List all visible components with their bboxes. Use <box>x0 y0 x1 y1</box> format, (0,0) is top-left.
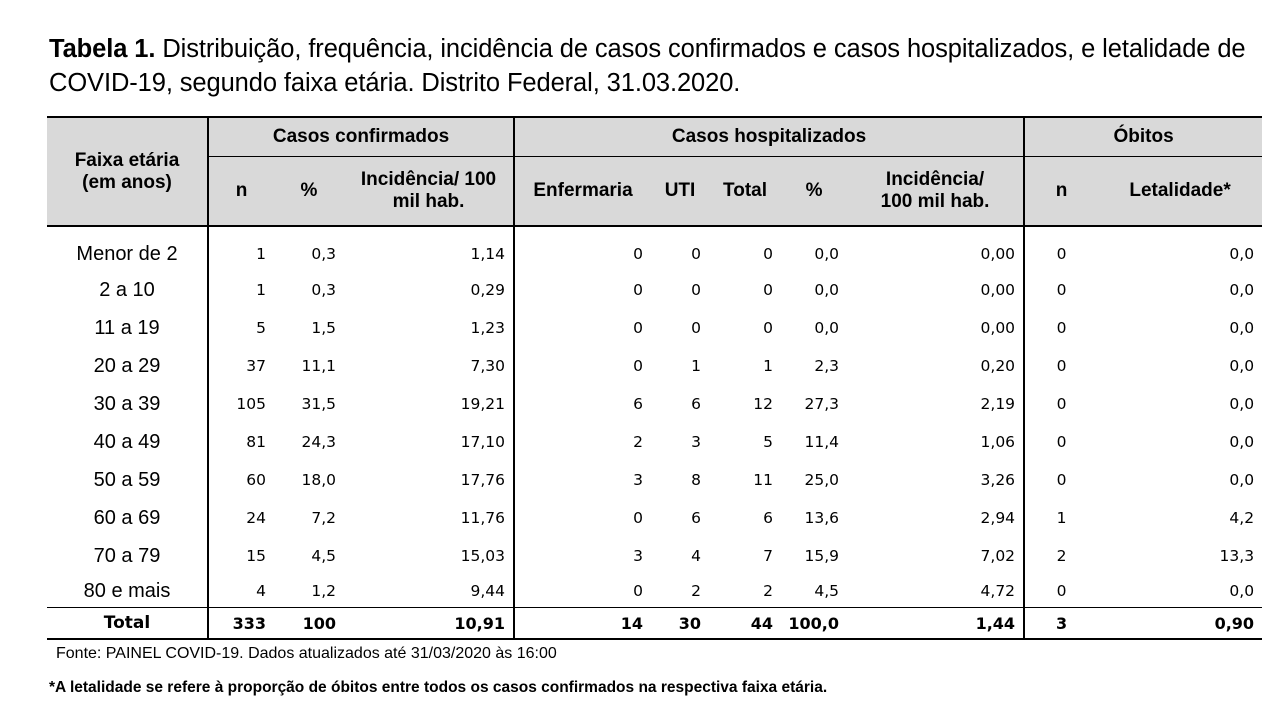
cell-age: 50 a 59 <box>93 468 161 491</box>
cell-deaths-n: 0 <box>1024 347 1098 385</box>
header-conf-pct: % <box>274 157 344 227</box>
cell-conf-n: 60 <box>208 461 274 499</box>
cell-hosp-incidence: 0,00 <box>980 281 1016 299</box>
cell-hosp-incidence: 0,00 <box>980 319 1016 337</box>
cell-hosp-icu: 0 <box>691 245 702 263</box>
cell-hosp-total: 11 <box>753 471 774 489</box>
cell-conf-pct: 11,1 <box>301 357 336 375</box>
header-hosp-pct: % <box>781 157 847 227</box>
table-row <box>47 385 1262 423</box>
cell-conf-n: 333 <box>208 608 274 640</box>
cell-hosp-incidence: 4,72 <box>847 575 1024 608</box>
cell-age: 30 a 39 <box>93 392 161 415</box>
cell-hosp-total: 6 <box>763 509 774 527</box>
cell-lethality: 0,0 <box>1229 245 1255 263</box>
cell-conf-incidence: 1,23 <box>470 319 506 337</box>
table-title-prefix: Tabela 1. <box>49 35 156 63</box>
cell-deaths-n: 0 <box>1024 226 1098 271</box>
table-row <box>47 309 1262 347</box>
table-body <box>47 226 1262 608</box>
footnote: *A letalidade se refere à proporção de óbitos entre todos os casos confirmados na respectiva faixa etária. <box>49 679 828 696</box>
cell-hosp-total: 12 <box>753 395 774 413</box>
cell-hosp-icu: 2 <box>651 575 709 608</box>
cell-hosp-total: 0 <box>763 245 774 263</box>
cell-hosp-ward: 14 <box>514 608 651 640</box>
cell-conf-pct: 4,5 <box>311 547 336 565</box>
cell-hosp-ward: 3 <box>514 537 651 575</box>
cell-hosp-total: 2 <box>709 575 781 608</box>
cell-age: 80 e mais <box>47 575 208 608</box>
cell-deaths-n: 0 <box>1024 385 1098 423</box>
table-row <box>47 226 1262 271</box>
header-hosp-incidence: Incidência/ 100 mil hab. <box>847 157 1024 227</box>
source-note: Fonte: PAINEL COVID-19. Dados atualizados até 31/03/2020 às 16:00 <box>56 645 557 662</box>
header-hosp-ward: Enfermaria <box>514 157 651 227</box>
cell-conf-n: 1 <box>208 271 274 309</box>
cell-hosp-incidence: 3,26 <box>980 471 1016 489</box>
header-age-group: Faixa etária (em anos) <box>47 117 208 226</box>
cell-deaths-n: 0 <box>1024 309 1098 347</box>
cell-conf-pct: 1,5 <box>311 319 336 337</box>
cell-conf-incidence: 9,44 <box>344 575 514 608</box>
cell-hosp-incidence: 7,02 <box>980 547 1016 565</box>
cell-hosp-pct: 27,3 <box>804 395 840 413</box>
table-title-text: Distribuição, frequência, incidência de casos confirmados e casos hospitalizados, e letalidade de COVID-19, segundo faixa etária. Distrito Federal, 31.03.2020. <box>49 35 1246 97</box>
cell-conf-n: 1 <box>208 226 274 271</box>
cell-hosp-incidence: 0,20 <box>980 357 1016 375</box>
cell-hosp-icu: 3 <box>691 433 702 451</box>
cell-hosp-pct: 0,0 <box>814 245 840 263</box>
table-row <box>47 461 1262 499</box>
table-row <box>47 499 1262 537</box>
cell-hosp-icu: 6 <box>691 509 702 527</box>
cell-conf-incidence: 19,21 <box>460 395 506 413</box>
cell-conf-pct: 18,0 <box>301 471 336 489</box>
cell-hosp-pct: 13,6 <box>804 509 840 527</box>
cell-hosp-pct: 2,3 <box>814 357 840 375</box>
cell-conf-n: 105 <box>208 385 274 423</box>
table-row-total <box>47 608 1262 640</box>
cell-conf-incidence: 7,30 <box>470 357 506 375</box>
header-confirmed: Casos confirmados <box>208 117 514 157</box>
cell-lethality: 0,0 <box>1229 281 1255 299</box>
cell-conf-pct: 0,3 <box>311 281 336 299</box>
cell-hosp-icu: 8 <box>691 471 702 489</box>
cell-hosp-incidence: 2,19 <box>980 395 1016 413</box>
cell-conf-incidence: 1,14 <box>470 245 506 263</box>
cell-conf-pct: 100 <box>274 608 344 640</box>
header-conf-incidence: Incidência/ 100 mil hab. <box>344 157 514 227</box>
cell-lethality: 0,0 <box>1229 471 1255 489</box>
header-lethality: Letalidade* <box>1098 157 1262 227</box>
cell-hosp-incidence: 2,94 <box>980 509 1016 527</box>
table-row <box>47 423 1262 461</box>
cell-lethality: 0,0 <box>1098 575 1262 608</box>
cell-deaths-n: 3 <box>1024 608 1098 640</box>
cell-hosp-incidence: 1,06 <box>980 433 1016 451</box>
table-row <box>47 537 1262 575</box>
cell-age: 70 a 79 <box>93 544 161 567</box>
cell-hosp-pct: 25,0 <box>804 471 840 489</box>
cell-conf-n: 4 <box>208 575 274 608</box>
cell-conf-incidence: 15,03 <box>460 547 506 565</box>
cell-deaths-n: 1 <box>1024 499 1098 537</box>
cell-conf-incidence: 10,91 <box>344 608 514 640</box>
table-row <box>47 347 1262 385</box>
cell-hosp-icu: 1 <box>691 357 702 375</box>
cell-hosp-icu: 0 <box>691 281 702 299</box>
cell-age: 2 a 10 <box>99 278 155 301</box>
cell-lethality: 4,2 <box>1229 509 1255 527</box>
covid-age-table <box>47 116 1262 640</box>
cell-conf-pct: 1,2 <box>274 575 344 608</box>
cell-hosp-total: 7 <box>763 547 774 565</box>
header-hospitalized: Casos hospitalizados <box>514 117 1024 157</box>
cell-lethality: 0,0 <box>1229 433 1255 451</box>
cell-hosp-pct: 11,4 <box>804 433 840 451</box>
cell-hosp-total: 1 <box>763 357 774 375</box>
cell-hosp-total: 5 <box>763 433 774 451</box>
cell-conf-incidence: 17,76 <box>460 471 506 489</box>
header-deaths: Óbitos <box>1024 117 1262 157</box>
cell-hosp-icu: 30 <box>651 608 709 640</box>
cell-conf-n: 5 <box>208 309 274 347</box>
cell-lethality: 0,0 <box>1229 357 1255 375</box>
cell-hosp-incidence: 1,44 <box>847 608 1024 640</box>
cell-hosp-icu: 6 <box>691 395 702 413</box>
cell-conf-pct: 0,3 <box>311 245 336 263</box>
cell-age: 20 a 29 <box>93 354 161 377</box>
table-row <box>47 271 1262 309</box>
cell-lethality: 0,0 <box>1229 395 1255 413</box>
cell-conf-incidence: 11,76 <box>460 509 506 527</box>
cell-conf-n: 81 <box>208 423 274 461</box>
header-hosp-icu: UTI <box>651 157 709 227</box>
cell-deaths-n: 2 <box>1024 537 1098 575</box>
cell-hosp-ward: 0 <box>514 271 651 309</box>
cell-hosp-icu: 0 <box>691 319 702 337</box>
cell-hosp-pct: 0,0 <box>814 319 840 337</box>
data-table-container <box>47 116 1262 640</box>
table-row <box>47 575 1262 608</box>
cell-hosp-ward: 0 <box>514 575 651 608</box>
cell-conf-n: 37 <box>208 347 274 385</box>
cell-hosp-ward: 0 <box>514 309 651 347</box>
cell-conf-pct: 24,3 <box>301 433 336 451</box>
cell-deaths-n: 0 <box>1024 461 1098 499</box>
cell-hosp-ward: 0 <box>514 499 651 537</box>
table-title <box>49 32 1274 100</box>
cell-conf-incidence: 17,10 <box>460 433 506 451</box>
cell-conf-n: 15 <box>208 537 274 575</box>
cell-lethality: 13,3 <box>1219 547 1255 565</box>
header-conf-n: n <box>208 157 274 227</box>
cell-conf-pct: 7,2 <box>311 509 336 527</box>
cell-hosp-ward: 0 <box>514 347 651 385</box>
header-deaths-n: n <box>1024 157 1098 227</box>
cell-age: Total <box>47 608 208 640</box>
cell-lethality: 0,90 <box>1098 608 1262 640</box>
cell-hosp-total: 0 <box>763 281 774 299</box>
cell-conf-n: 24 <box>208 499 274 537</box>
cell-conf-pct: 31,5 <box>301 395 336 413</box>
header-hosp-total: Total <box>709 157 781 227</box>
cell-age: 40 a 49 <box>93 430 161 453</box>
cell-age: 11 a 19 <box>94 316 160 339</box>
cell-hosp-pct: 0,0 <box>814 281 840 299</box>
cell-deaths-n: 0 <box>1024 575 1098 608</box>
cell-hosp-total: 44 <box>709 608 781 640</box>
cell-age: 60 a 69 <box>93 506 161 529</box>
cell-hosp-ward: 6 <box>514 385 651 423</box>
cell-hosp-pct: 4,5 <box>781 575 847 608</box>
cell-age: Menor de 2 <box>76 242 178 265</box>
cell-conf-incidence: 0,29 <box>470 281 506 299</box>
cell-deaths-n: 0 <box>1024 423 1098 461</box>
cell-hosp-ward: 3 <box>514 461 651 499</box>
cell-hosp-pct: 100,0 <box>781 608 847 640</box>
cell-deaths-n: 0 <box>1024 271 1098 309</box>
cell-hosp-total: 0 <box>763 319 774 337</box>
cell-hosp-icu: 4 <box>691 547 702 565</box>
cell-lethality: 0,0 <box>1229 319 1255 337</box>
cell-hosp-incidence: 0,00 <box>980 245 1016 263</box>
cell-hosp-ward: 0 <box>514 226 651 271</box>
cell-hosp-ward: 2 <box>514 423 651 461</box>
cell-hosp-pct: 15,9 <box>804 547 840 565</box>
